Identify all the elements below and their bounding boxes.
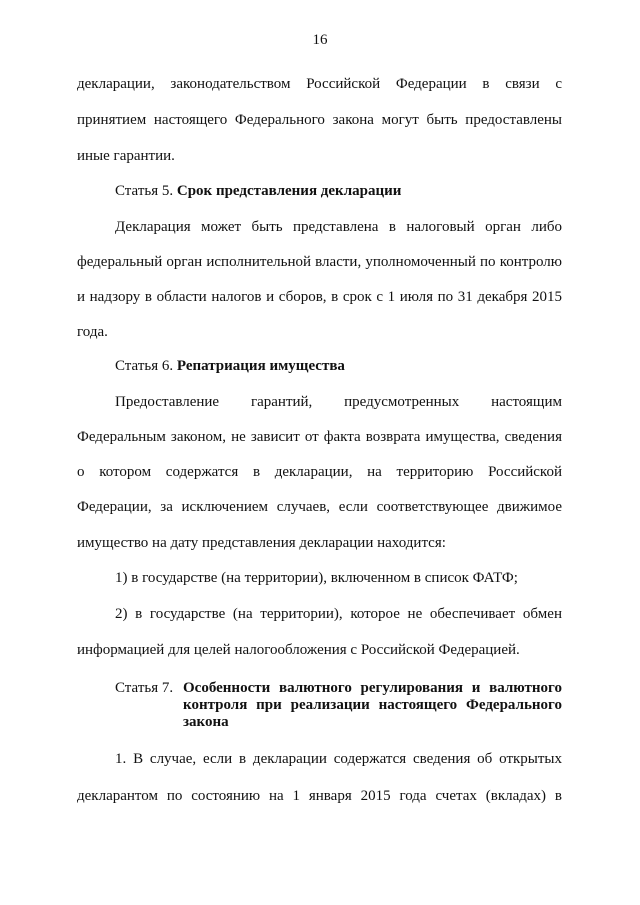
paragraph-line: декларантом по состоянию на 1 января 2015 года счетах (вкладах) в <box>77 788 562 804</box>
paragraph-line: Декларация может быть представлена в налоговый орган либо <box>115 219 562 235</box>
paragraph-line: Федерации, за исключением случаев, если соответствующее движимое <box>77 499 562 515</box>
paragraph-line: принятием настоящего Федерального закона могут быть предоставлены <box>77 112 562 128</box>
paragraph-line: информацией для целей налогообложения с Российской Федерацией. <box>77 642 520 658</box>
paragraph-line: года. <box>77 324 108 340</box>
article-7-title <box>183 680 562 731</box>
paragraph-line: и надзору в области налогов и сборов, в срок с 1 июля по 31 декабря 2015 <box>77 289 562 305</box>
article-7-label: Статья 7. <box>115 680 174 696</box>
paragraph-line: федеральный орган исполнительной власти, уполномоченный по контролю <box>77 254 562 270</box>
paragraph-line: имущество на дату представления декларации находится: <box>77 535 446 551</box>
paragraph-line: декларации, законодательством Российской Федерации в связи с <box>77 76 562 92</box>
list-item: 1) в государстве (на территории), включенном в список ФАТФ; <box>115 570 518 586</box>
article-6-heading <box>115 356 345 376</box>
paragraph-line: Федеральным законом, не зависит от факта возврата имущества, сведения <box>77 429 562 445</box>
paragraph-line: иные гарантии. <box>77 148 175 164</box>
article-5-label: Статья 5. <box>115 183 174 199</box>
list-item: 2) в государстве (на территории), которое не обеспечивает обмен <box>115 606 562 622</box>
article-7-title-line: контроля при реализации настоящего Федерального <box>183 697 562 713</box>
page-number: 16 <box>312 32 328 48</box>
paragraph-line: 1. В случае, если в декларации содержатся сведения об открытых <box>115 751 562 767</box>
article-7-title-line: Особенности валютного регулирования и валютного <box>183 680 562 696</box>
article-7-title-line: закона <box>183 714 229 730</box>
article-5-heading <box>115 181 401 201</box>
article-5-title: Срок представления декларации <box>176 183 402 199</box>
article-6-title: Репатриация имущества <box>176 358 345 374</box>
paragraph-line: Предоставление гарантий, предусмотренных настоящим <box>115 394 562 410</box>
paragraph-line: о котором содержатся в декларации, на территорию Российской <box>77 464 562 480</box>
article-6-label: Статья 6. <box>115 358 174 374</box>
